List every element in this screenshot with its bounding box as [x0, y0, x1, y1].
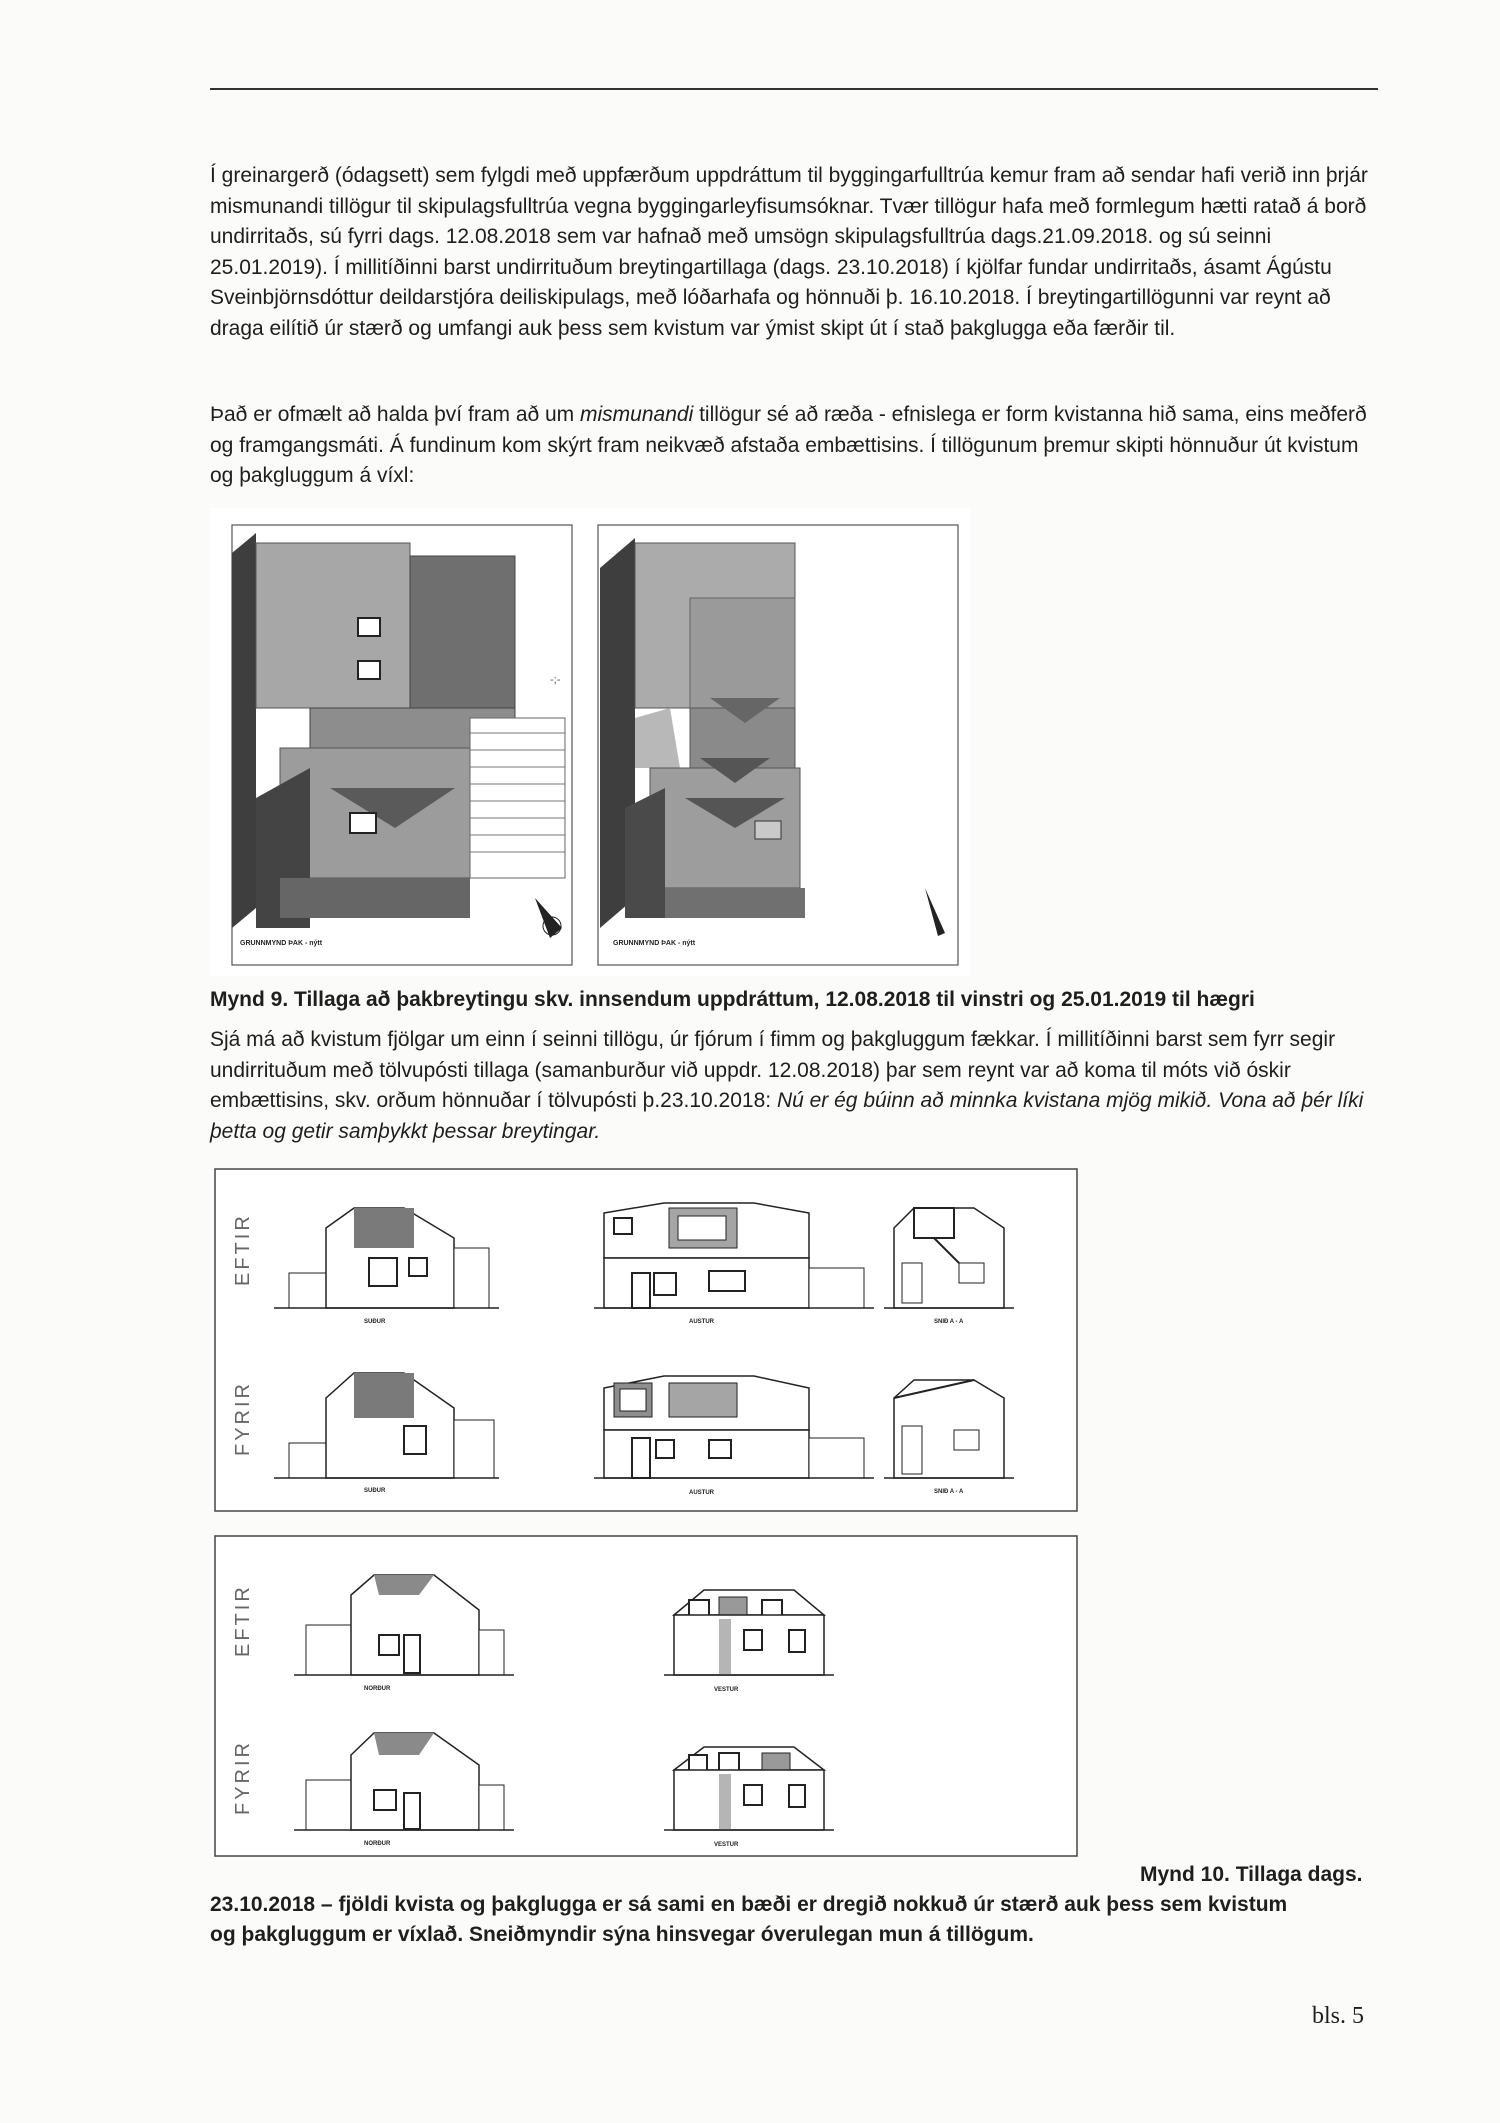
view-label-nordur: NORÐUR	[364, 1841, 391, 1847]
elevation-drawings-set-1	[214, 1168, 1078, 1512]
view-label-austur: AUSTUR	[689, 1319, 714, 1325]
roof-window-icon	[358, 661, 380, 679]
figure-10-panel-2	[214, 1535, 1078, 1857]
left-roof-edge	[232, 533, 256, 928]
roof-window-icon	[350, 813, 376, 833]
view-label-nordur: NORÐUR	[364, 1686, 391, 1692]
paragraph-3: Sjá má að kvistum fjölgar um einn í seinni tillögu, úr fjórum í fimm og þakgluggum fækkar. Í millitíðinni barst sem fyrr segir undirrituðum með tölvupósti tillaga (samanburður við uppdr. 12.08.2018) þar sem reynt var að koma til móts við óskir embættisins, skv. orðum hönnuðar í tölvupósti þ.23.10.2018: Nú er ég búinn að minnka kvistana mjög mikið. Vona að þér líki þetta og getir samþykkt þessar breytingar.	[210, 1028, 1364, 1143]
roof-window-icon	[358, 618, 380, 636]
paragraph-1: Í greinargerð (ódagsett) sem fylgdi með uppfærðum uppdráttum til byggingarfulltrúa kemur fram að sendar hafi verið inn þrjár mismunandi tillögur til skipulagsfulltrúa vegna byggingarleyfisumsóknar. Tvær tillögur hafa með formlegum hætti ratað á borð undirritaðs, sú fyrri dags. 12.08.2018 sem var hafnað með umsögn skipulagsfulltrúa dags.21.09.2018. og sú seinni 25.01.2019). Í millitíðinni barst undirrituðum breytingartillaga (dags. 23.10.2018) í kjölfar fundar undirritaðs, ásamt Ágústu Sveinbjörnsdóttur deildarstjóra deiliskipulags, með lóðarhafa og hönnuði þ. 16.10.2018. Í breytingartillögunni var reynt að draga eilítið úr stærð og umfangi auk þess sem kvistum var ýmist skipt út í stað þakglugga eða færðir til.	[210, 164, 1368, 340]
row-label-fyrir: FYRIR	[232, 1740, 254, 1815]
view-label-austur: AUSTUR	[689, 1490, 714, 1496]
figure-9-caption: Mynd 9. Tillaga að þakbreytingu skv. innsendum uppdráttum, 12.08.2018 til vinstri og 25.01.2019 til hægri	[210, 988, 1255, 1011]
view-label-sudur: SUÐUR	[364, 1319, 386, 1325]
row-label-eftir: EFTIR	[232, 1584, 254, 1657]
row-label-eftir: EFTIR	[232, 1213, 254, 1286]
figure-10-panel-1	[214, 1168, 1078, 1512]
right-plan-label: GRUNNMYND ÞAK - nýtt	[613, 940, 696, 947]
figure-10-caption-line-3: og þakgluggum er víxlað. Sneiðmyndir sýna hinsvegar óverulegan mun á tillögum.	[210, 1923, 1034, 1946]
svg-text:-;-: -;-	[550, 674, 561, 686]
emphasis-mismunandi: mismunandi	[580, 403, 694, 426]
figure-10-caption-line-2: 23.10.2018 – fjöldi kvista og þakglugga er sá sami en bæði er dregið nokkuð úr stærð auk þess sem kvistum	[210, 1893, 1288, 1916]
view-label-sudur: SUÐUR	[364, 1488, 386, 1494]
paragraph-2: Það er ofmælt að halda því fram að um mismunandi tillögur sé að ræða - efnislega er form kvistanna hið sama, eins meðferð og framgangsmáti. Á fundinum kom skýrt fram neikvæð afstaða embættisins. Í tillögunum þremur skipti hönnuður út kvistum og þakgluggum á víxl:	[210, 403, 1367, 487]
figure-10-caption-line-1: Mynd 10. Tillaga dags.	[1140, 1863, 1363, 1886]
designer-quote: Nú er ég búinn að minnka kvistana mjög mikið. Vona að þér líki þetta og getir samþykkt þessar breytingar.	[210, 1089, 1364, 1143]
view-label-snid: SNIÐ A - A	[934, 1319, 964, 1325]
view-label-snid: SNIÐ A - A	[934, 1489, 964, 1495]
roof-plan-drawings	[210, 508, 970, 976]
left-plan-label: GRUNNMYND ÞAK - nýtt	[240, 940, 323, 947]
view-label-vestur: VESTUR	[714, 1687, 739, 1693]
page-number: bls. 5	[1312, 2003, 1365, 2029]
elevation-drawings-set-2	[214, 1535, 1078, 1857]
header-rule	[210, 88, 1378, 90]
view-label-vestur: VESTUR	[714, 1842, 739, 1848]
row-label-fyrir: FYRIR	[232, 1381, 254, 1456]
figure-9-roof-plans	[210, 508, 970, 976]
